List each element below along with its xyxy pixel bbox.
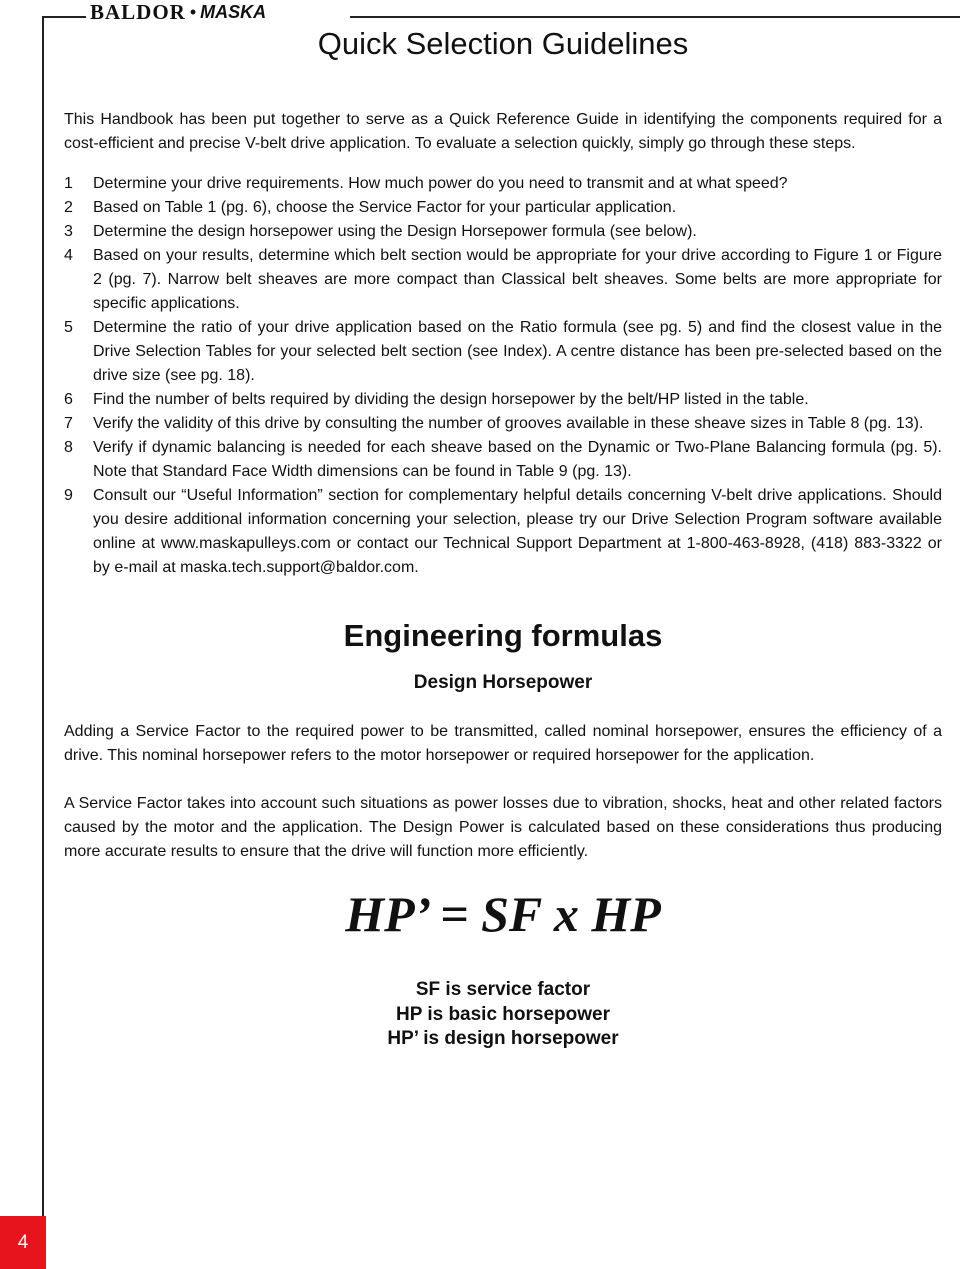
step-number: 9 [64, 487, 73, 504]
baldor-maska-logo [90, 2, 266, 22]
step-number: 1 [64, 175, 73, 192]
step-text: Verify the validity of this drive by consulting the number of grooves available in these sheave sizes in Table 8 (pg. 13). [93, 415, 924, 432]
design-horsepower-formula: HP’ = SF x HP [345, 886, 661, 942]
paragraph-service-factor-details: A Service Factor takes into account such situations as power losses due to vibration, shocks, heat and other related factors caused by the motor and the application. The Design Power is calculated based on these considerations thus producing more accurate results to ensure that the drive will function more efficiently. [64, 795, 942, 860]
step-text: Consult our “Useful Information” section for complementary helpful details concerning V-belt drive applications. Should you desire additional information concerning your selection, please try our Drive Selection Program software available online at www.maskapulleys.com or contact our Technical Support Department at 1-800-463-8928, (418) 883-3322 or by e-mail at maska.tech.support@baldor.com. [93, 487, 942, 576]
legend-line-sf: SF is service factor [415, 979, 591, 1000]
section-title: Engineering formulas [343, 618, 663, 653]
step-item [64, 436, 942, 484]
page-frame-top-rule-left [42, 16, 86, 18]
step-number: 3 [64, 223, 73, 240]
legend-line-hp: HP is basic horsepower [395, 1003, 610, 1025]
step-number: 5 [64, 319, 73, 336]
intro-paragraph: This Handbook has been put together to serve as a Quick Reference Guide in identifying the components required for a cost-efficient and precise V-belt drive application. To evaluate a selection quickly, simply go through these steps. [64, 111, 942, 152]
step-item [64, 412, 942, 436]
step-text: Determine the design horsepower using the Design Horsepower formula (see below). [93, 223, 697, 240]
logo-maska: MASKA [200, 1, 267, 22]
step-number: 7 [64, 415, 73, 432]
step-number: 4 [64, 247, 73, 264]
step-number: 8 [64, 439, 73, 456]
page-frame-left-rule [42, 16, 44, 1232]
legend-line-hp-design: HP’ is design horsepower [387, 1028, 619, 1049]
step-item [64, 172, 942, 196]
logo-baldor: BALDOR [90, 0, 186, 24]
page-content [64, 24, 942, 1052]
step-item [64, 196, 942, 220]
step-number: 6 [64, 391, 73, 408]
step-item [64, 484, 942, 580]
step-item [64, 388, 942, 412]
page-number-tab: 4 [0, 1216, 46, 1269]
step-item [64, 220, 942, 244]
page-frame-top-rule-right [350, 16, 960, 18]
logo-separator-dot: • [189, 1, 197, 22]
paragraph-service-factor-intro: Adding a Service Factor to the required power to be transmitted, called nominal horsepower, ensures the efficiency of a drive. This nominal horsepower refers to the motor horsepower or required horsepower for the application. [64, 723, 942, 764]
steps-list [64, 172, 942, 580]
step-item [64, 316, 942, 388]
page-title: Quick Selection Guidelines [317, 26, 689, 61]
step-text: Based on Table 1 (pg. 6), choose the Service Factor for your particular application. [93, 199, 677, 216]
step-text: Find the number of belts required by dividing the design horsepower by the belt/HP listed in the table. [93, 391, 809, 408]
step-item [64, 244, 942, 316]
step-number: 2 [64, 199, 73, 216]
subsection-title: Design Horsepower [413, 672, 593, 693]
step-text: Determine the ratio of your drive application based on the Ratio formula (see pg. 5) and find the closest value in the Drive Selection Tables for your selected belt section (see Index). A centre distance has been pre-selected based on the drive size (see pg. 18). [93, 319, 942, 384]
formula-legend [64, 978, 942, 1052]
step-text: Verify if dynamic balancing is needed for each sheave based on the Dynamic or Two-Plane Balancing formula (pg. 5). Note that Standard Face Width dimensions can be found in Table 9 (pg. 13). [93, 439, 942, 480]
step-text: Based on your results, determine which belt section would be appropriate for your drive according to Figure 1 or Figure 2 (pg. 7). Narrow belt sheaves are more compact than Classical belt sheaves. Some belts are more appropriate for specific applications. [93, 247, 942, 312]
step-text: Determine your drive requirements. How much power do you need to transmit and at what speed? [93, 175, 788, 192]
